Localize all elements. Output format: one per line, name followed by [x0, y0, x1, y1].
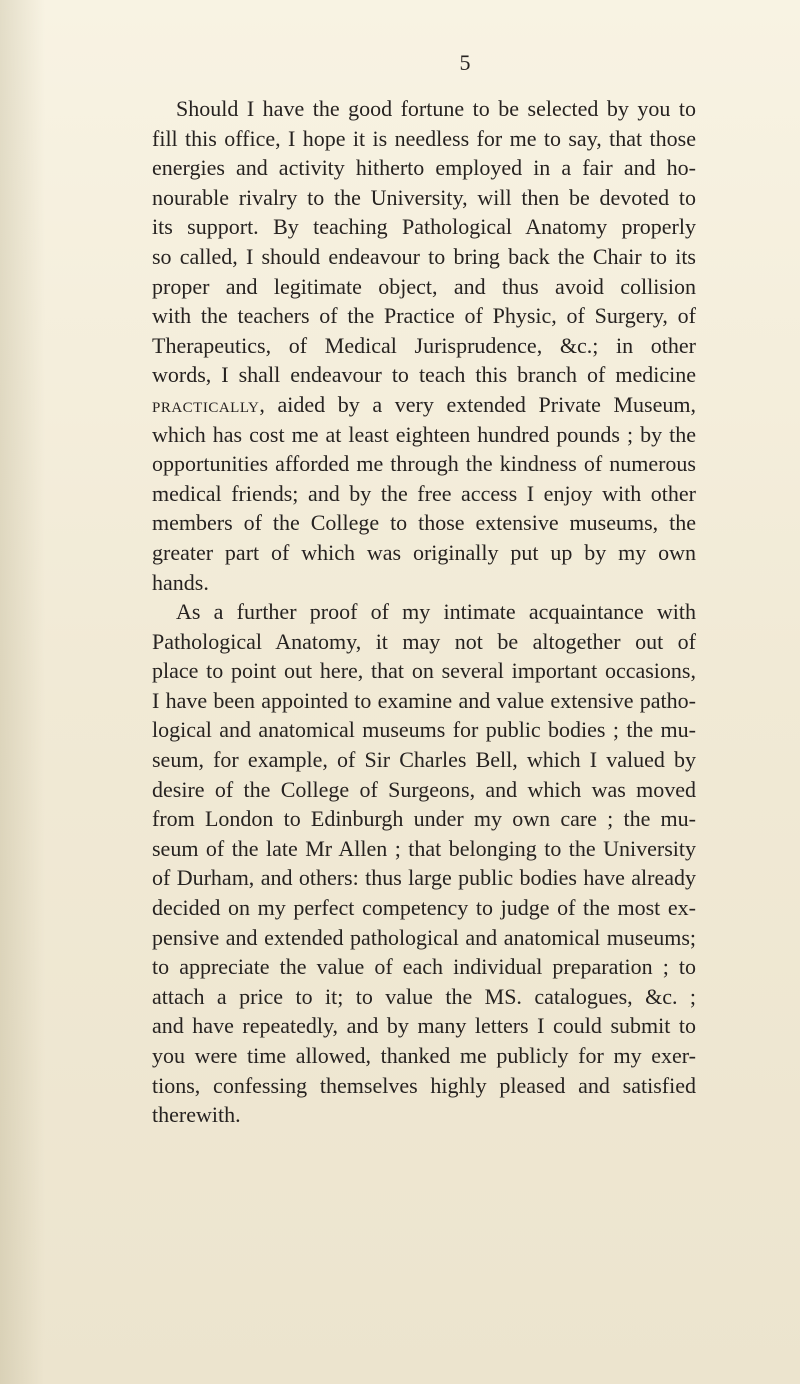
text-line: so called, I should endeavour to bring back the Chair to its	[152, 243, 696, 269]
text-line: seum, for example, of Sir Charles Bell, which I valued by	[152, 747, 696, 773]
text-line: nourable rivalry to the University, will then be devoted to	[152, 184, 696, 210]
text-line: members of the College to those extensive museums, the	[152, 510, 696, 536]
text-line: practically, aided by a very extended Private Museum,	[152, 391, 696, 417]
text-line: of Durham, and others: thus large public bodies have already	[152, 865, 696, 891]
text-line: Therapeutics, of Medical Jurisprudence, &c.; in other	[152, 332, 696, 358]
text-line: therewith.	[152, 1102, 241, 1128]
text-line: energies and activity hitherto employed in a fair and ho-	[152, 155, 696, 181]
body-text	[152, 94, 696, 1130]
text-line: to appreciate the value of each individual preparation ; to	[152, 954, 696, 980]
text-line: Should I have the good fortune to be selected by you to	[176, 96, 696, 121]
text-line: I have been appointed to examine and value extensive patho-	[152, 687, 696, 713]
page-number: 5	[459, 50, 471, 75]
text-line: pensive and extended pathological and anatomical museums;	[152, 924, 696, 950]
paragraph	[152, 597, 696, 1130]
text-line: medical friends; and by the free access I enjoy with other	[152, 480, 696, 506]
text-line: which has cost me at least eighteen hundred pounds ; by the	[152, 421, 696, 447]
text-line: from London to Edinburgh under my own care ; the mu-	[152, 806, 696, 832]
text-line: tions, confessing themselves highly pleased and satisfied	[152, 1072, 696, 1098]
text-line: fill this office, I hope it is needless for me to say, that those	[152, 125, 696, 151]
text-line: logical and anatomical museums for public bodies ; the mu-	[152, 717, 696, 743]
text-line: decided on my perfect competency to judge of the most ex-	[152, 895, 696, 921]
text-line: and have repeatedly, and by many letters I could submit to	[152, 1013, 696, 1039]
paragraph	[152, 94, 696, 597]
emphasis-text: practically	[152, 391, 260, 417]
text-line: proper and legitimate object, and thus avoid collision	[152, 273, 696, 299]
text-line: desire of the College of Surgeons, and which was moved	[152, 776, 696, 802]
text-line: hands.	[152, 569, 209, 595]
text-line: As a further proof of my intimate acquaintance with	[176, 599, 696, 625]
text-line: seum of the late Mr Allen ; that belonging to the University	[152, 835, 696, 861]
text-line: opportunities afforded me through the kindness of numerous	[152, 451, 696, 477]
text-line: greater part of which was originally put up by my own	[152, 539, 696, 565]
text-line: its support. By teaching Pathological Anatomy properly	[152, 214, 696, 240]
text-line: words, I shall endeavour to teach this branch of medicine	[152, 362, 696, 388]
text-line: Pathological Anatomy, it may not be altogether out of	[152, 628, 696, 654]
text-line: place to point out here, that on several important occasions,	[152, 658, 696, 684]
text-line: with the teachers of the Practice of Physic, of Surgery, of	[152, 303, 696, 329]
text-line: attach a price to it; to value the MS. catalogues, &c. ;	[152, 983, 696, 1009]
text-line: you were time allowed, thanked me publicly for my exer-	[152, 1043, 696, 1068]
